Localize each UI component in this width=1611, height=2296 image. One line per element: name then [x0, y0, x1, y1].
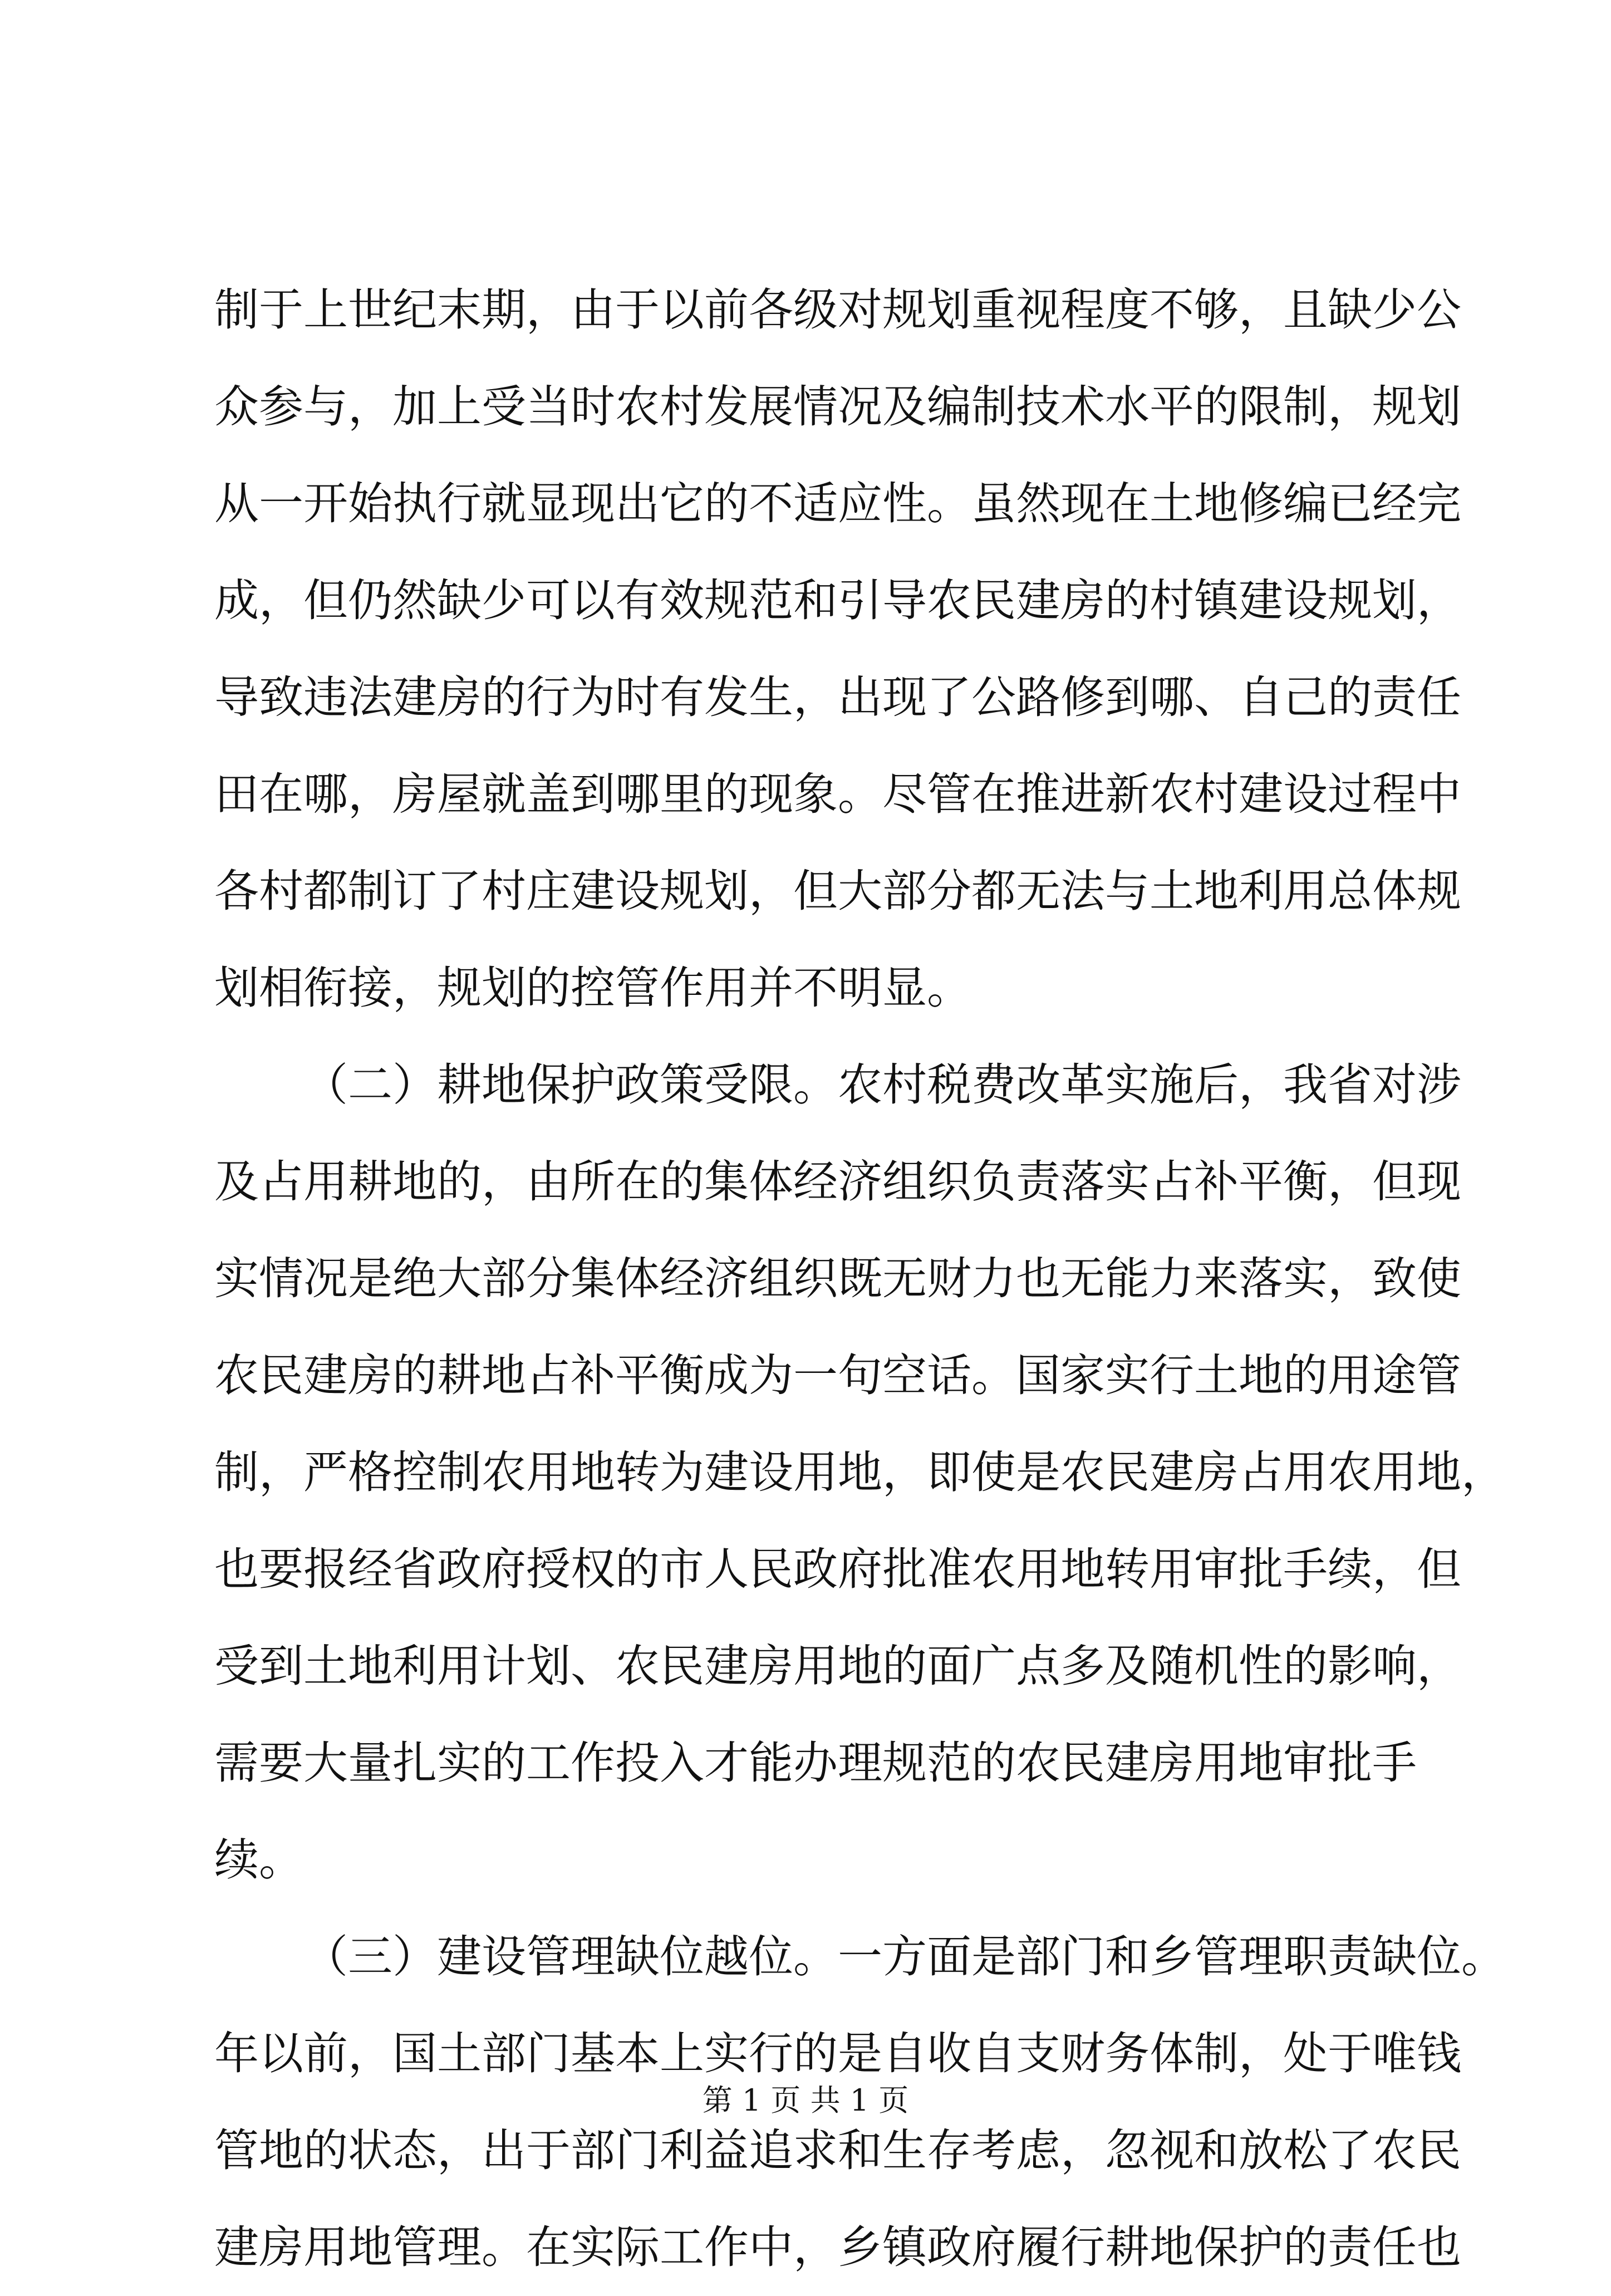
text-line: 受到土地利用计划、农民建房用地的面广点多及随机性的影响， — [214, 1640, 1461, 1692]
text-line: 农民建房的耕地占补平衡成为一句空话。国家实行土地的用途管 — [214, 1350, 1461, 1401]
text-line: 导致违法建房的行为时有发生，出现了公路修到哪、自己的责任 — [214, 671, 1461, 723]
paragraph-2 — [214, 1037, 1506, 1909]
text-line: 实情况是绝大部分集体经济组织既无财力也无能力来落实，致使 — [214, 1253, 1461, 1304]
text-line: 需要大量扎实的工作投入才能办理规范的农民建房用地审批手 — [214, 1737, 1417, 1789]
text-line: 也要报经省政府授权的市人民政府批准农用地转用审批手续，但 — [214, 1543, 1461, 1595]
text-line: 及占用耕地的，由所在的集体经济组织负责落实占补平衡，但现 — [214, 1156, 1461, 1208]
text-line: 续。 — [214, 1834, 303, 1886]
paragraph-1 — [214, 262, 1461, 1037]
text-line: 制于上世纪末期，由于以前各级对规划重视程度不够，且缺少公 — [214, 284, 1461, 336]
text-line: 年以前，国土部门基本上实行的是自收自支财务体制，处于唯钱 — [214, 2028, 1461, 2079]
document-body — [214, 262, 1506, 2296]
text-line: 划相衔接，规划的控管作用并不明显。 — [214, 962, 971, 1014]
page-number-label: 第 1 页 共 1 页 — [702, 2083, 909, 2118]
page-footer — [0, 2077, 1611, 2120]
text-line: 各村都制订了村庄建设规划，但大部分都无法与土地利用总体规 — [214, 865, 1461, 917]
text-line: 众参与，加上受当时农村发展情况及编制技术水平的限制，规划 — [214, 381, 1461, 433]
text-line: 管地的状态，出于部门利益追求和生存考虑，忽视和放松了农民 — [214, 2125, 1461, 2176]
text-line: 建房用地管理。在实际工作中，乡镇政府履行耕地保护的责任也 — [214, 2221, 1461, 2273]
text-line: 田在哪，房屋就盖到哪里的现象。尽管在推进新农村建设过程中 — [214, 768, 1461, 820]
text-line: （二）耕地保护政策受限。农村税费改革实施后，我省对涉 — [303, 1059, 1461, 1111]
text-line: 制，严格控制农用地转为建设用地，即使是农民建房占用农用地， — [214, 1446, 1506, 1498]
text-line: 成，但仍然缺少可以有效规范和引导农民建房的村镇建设规划， — [214, 575, 1461, 626]
text-line: 从一开始执行就显现出它的不适应性。虽然现在土地修编已经完 — [214, 478, 1461, 529]
text-line: （三）建设管理缺位越位。一方面是部门和乡管理职责缺位。 — [303, 1931, 1506, 1983]
